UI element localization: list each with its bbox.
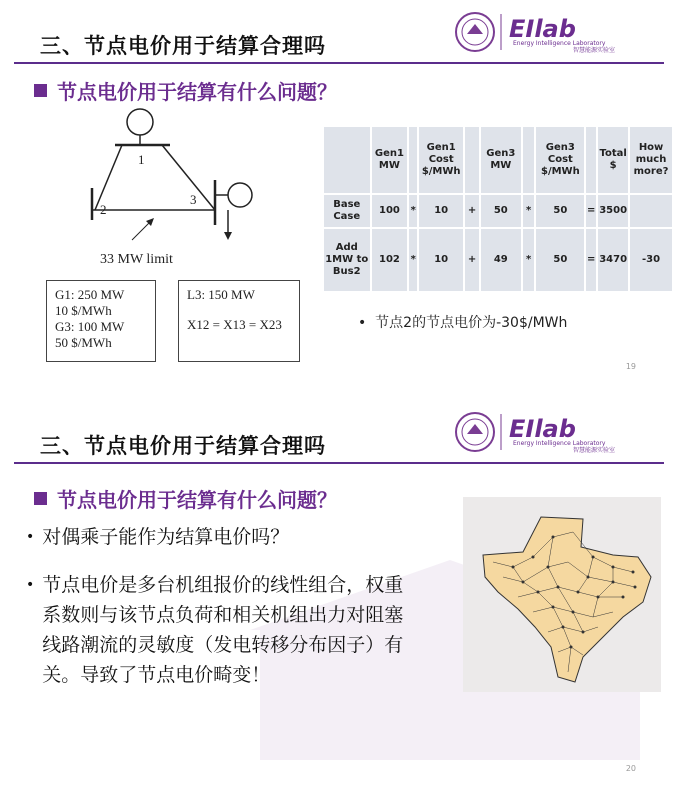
square-bullet-icon	[34, 492, 47, 505]
limit-label: 33 MW limit	[100, 252, 173, 267]
bullet-item: • 对偶乘子能作为结算电价吗？	[26, 526, 290, 548]
svg-text:智慧能源实验室: 智慧能源实验室	[573, 447, 616, 454]
logo-text: EIlab	[509, 15, 576, 43]
svg-text:3: 3	[190, 192, 197, 207]
table-header-row: Gen1 MW Gen1 Cost $/MWh Gen3 MW Gen3 Cost $/MWh Total $ How much more?	[324, 127, 672, 193]
svg-text:智慧能源实验室: 智慧能源实验室	[573, 47, 616, 54]
slide-title: 三、节点电价用于结算合理吗	[40, 434, 326, 458]
svg-text:1: 1	[138, 152, 145, 167]
square-bullet-icon	[34, 84, 47, 97]
slide-20	[0, 400, 674, 800]
page-number: 19	[625, 362, 636, 371]
grid-map-image	[463, 497, 661, 692]
table-row: Add 1MW to Bus2 102 * 10 + 49 * 50 = 3470 -30	[324, 229, 672, 291]
bullet-item: • 节点2的节点电价为-30$/MWh	[358, 315, 568, 331]
svg-text:2: 2	[100, 202, 107, 217]
title-divider	[14, 462, 664, 464]
load-info-box: L3: 150 MW X12 = X13 = X23	[178, 280, 300, 362]
bullet-list	[26, 522, 406, 708]
logo-text: EIlab	[509, 415, 576, 443]
svg-text:Energy Intelligence Laboratory: Energy Intelligence Laboratory	[513, 40, 606, 47]
slide-title: 三、节点电价用于结算合理吗	[40, 34, 326, 58]
page-number: 20	[625, 764, 636, 773]
title-divider	[14, 62, 664, 64]
load-arrow-icon	[224, 232, 232, 240]
bullet-item: • 节点电价是多台机组报价的线性组合，权重系数则与该节点负荷和相关机组出力对阻塞线路潮流的灵敏度（发电转移分布因子）有关。导致了节点电价畸变！	[26, 574, 404, 686]
generator-info-box: G1: 250 MW 10 $/MWh G3: 100 MW 50 $/MWh	[46, 280, 156, 362]
cost-table	[322, 125, 674, 293]
three-bus-diagram	[70, 100, 290, 280]
texas-grid-map	[463, 497, 661, 692]
eilab-logo	[453, 410, 663, 454]
generator-1-icon	[127, 109, 153, 135]
svg-text:Energy Intelligence Laboratory: Energy Intelligence Laboratory	[513, 440, 606, 447]
slide-subtitle: 节点电价用于结算有什么问题？	[34, 484, 337, 513]
slide-subtitle: 节点电价用于结算有什么问题？	[34, 76, 337, 105]
slide-gap	[0, 380, 674, 400]
eilab-logo	[453, 10, 663, 54]
generator-3-icon	[228, 183, 252, 207]
table-row: Base Case 100 * 10 + 50 * 50 = 3500	[324, 195, 672, 227]
